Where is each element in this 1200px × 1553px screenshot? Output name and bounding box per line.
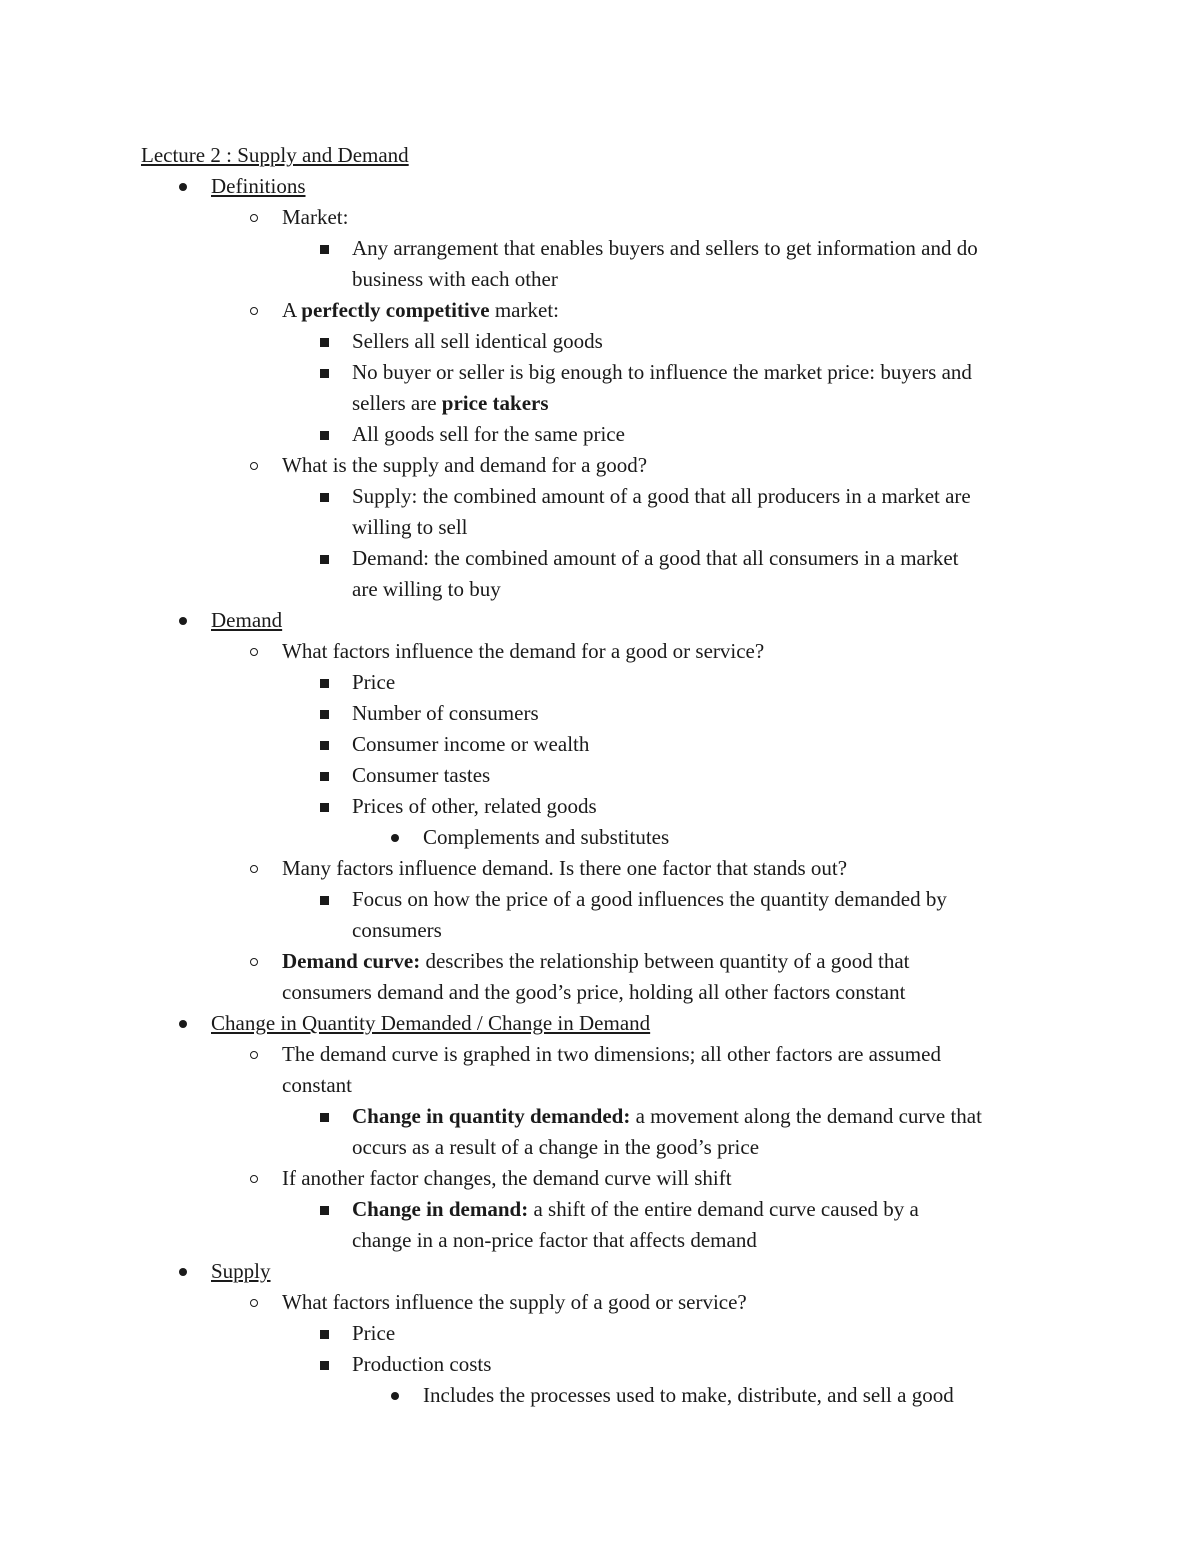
outline-line	[282, 977, 905, 1008]
line-text: Market:	[282, 205, 349, 229]
bullet-disc-icon	[391, 1392, 399, 1400]
bold-term: price takers	[441, 391, 549, 415]
line-text: A	[282, 298, 302, 322]
bullet-circle-icon	[250, 1175, 258, 1183]
outline-line	[352, 1194, 919, 1225]
bullet-square-icon	[320, 679, 329, 688]
line-text: Any arrangement that enables buyers and sellers to get information and do	[352, 236, 978, 260]
bullet-square-icon	[320, 896, 329, 905]
outline-line	[282, 946, 910, 977]
bullet-circle-icon	[250, 1051, 258, 1059]
bullet-disc-icon	[179, 1268, 187, 1276]
line-text: What factors influence the demand for a good or service?	[282, 639, 765, 663]
outline-line	[352, 512, 468, 543]
document-title: Lecture 2 : Supply and Demand	[141, 143, 409, 167]
bold-term: Change in quantity demanded:	[352, 1104, 631, 1128]
line-text: Demand: the combined amount of a good that all consumers in a market	[352, 546, 959, 570]
line-text: change in a non-price factor that affects demand	[352, 1228, 757, 1252]
bullet-circle-icon	[250, 1299, 258, 1307]
line-text: Price	[352, 1321, 396, 1345]
line-text: are willing to buy	[352, 577, 501, 601]
section-heading: Supply	[211, 1259, 271, 1283]
line-text: business with each other	[352, 267, 558, 291]
outline-line	[352, 233, 978, 264]
outline-line	[211, 605, 282, 636]
bold-term: Demand curve:	[282, 949, 421, 973]
line-text: Number of consumers	[352, 701, 539, 725]
bullet-square-icon	[320, 338, 329, 347]
outline-line	[282, 1039, 941, 1070]
line-text: The demand curve is graphed in two dimensions; all other factors are assumed	[282, 1042, 941, 1066]
bullet-square-icon	[320, 1361, 329, 1370]
bullet-disc-icon	[179, 1020, 187, 1028]
outline-line	[352, 1225, 757, 1256]
bullet-square-icon	[320, 245, 329, 254]
line-text: describes the relationship between quantity of a good that	[420, 949, 910, 973]
section-heading: Definitions	[211, 174, 306, 198]
bullet-circle-icon	[250, 214, 258, 222]
bullet-disc-icon	[391, 834, 399, 842]
line-text: a movement along the demand curve that	[630, 1104, 982, 1128]
line-text: consumers demand and the good’s price, holding all other factors constant	[282, 980, 906, 1004]
line-text: consumers	[352, 918, 442, 942]
section-heading: Change in Quantity Demanded / Change in Demand	[211, 1011, 651, 1035]
outline-line	[352, 481, 971, 512]
outline-line	[211, 1256, 271, 1287]
outline-line	[352, 543, 959, 574]
section-heading: Demand	[211, 608, 283, 632]
outline-line	[352, 574, 501, 605]
outline-line	[352, 915, 442, 946]
line-text: What is the supply and demand for a good?	[282, 453, 648, 477]
line-text: constant	[282, 1073, 352, 1097]
line-text: If another factor changes, the demand curve will shift	[282, 1166, 732, 1190]
outline-line	[352, 326, 603, 357]
outline-line	[282, 202, 348, 233]
outline-line	[282, 853, 847, 884]
outline-line	[282, 1163, 732, 1194]
outline-line	[352, 1318, 395, 1349]
line-text: Prices of other, related goods	[352, 794, 597, 818]
outline-line	[282, 295, 559, 326]
outline-line	[352, 1349, 491, 1380]
outline-line	[352, 357, 972, 388]
outline-line	[282, 1287, 747, 1318]
bullet-square-icon	[320, 1206, 329, 1215]
line-text: Consumer tastes	[352, 763, 491, 787]
outline-line	[352, 760, 490, 791]
line-text: a shift of the entire demand curve caused by a	[528, 1197, 919, 1221]
line-text: Sellers all sell identical goods	[352, 329, 603, 353]
bullet-square-icon	[320, 710, 329, 719]
outline-line	[352, 791, 597, 822]
line-text: What factors influence the supply of a good or service?	[282, 1290, 747, 1314]
outline-line	[352, 884, 947, 915]
bullet-disc-icon	[179, 617, 187, 625]
outline-line	[352, 729, 589, 760]
line-text: Production costs	[352, 1352, 492, 1376]
line-text: Price	[352, 670, 396, 694]
outline-line	[352, 1132, 759, 1163]
bullet-disc-icon	[179, 183, 187, 191]
outline-line	[352, 264, 558, 295]
bullet-square-icon	[320, 741, 329, 750]
bullet-square-icon	[320, 493, 329, 502]
bullet-square-icon	[320, 1113, 329, 1122]
outline-line	[352, 388, 549, 419]
bullet-square-icon	[320, 369, 329, 378]
line-text: Focus on how the price of a good influences the quantity demanded by	[352, 887, 947, 911]
outline-line	[282, 450, 647, 481]
bold-term: perfectly competitive	[301, 298, 490, 322]
outline-line	[352, 1101, 982, 1132]
bullet-square-icon	[320, 803, 329, 812]
bullet-circle-icon	[250, 462, 258, 470]
line-text: No buyer or seller is big enough to influence the market price: buyers and	[352, 360, 972, 384]
outline-line	[423, 822, 669, 853]
outline-line	[352, 419, 625, 450]
outline-line	[282, 636, 764, 667]
outline-line	[352, 698, 539, 729]
bold-term: Change in demand:	[352, 1197, 529, 1221]
outline-line	[352, 667, 395, 698]
outline-line	[211, 1008, 650, 1039]
outline-line	[211, 171, 306, 202]
outline-line	[282, 1070, 352, 1101]
bullet-square-icon	[320, 772, 329, 781]
bullet-square-icon	[320, 431, 329, 440]
bullet-circle-icon	[250, 865, 258, 873]
line-text: Many factors influence demand. Is there one factor that stands out?	[282, 856, 848, 880]
line-text: market:	[489, 298, 559, 322]
bullet-square-icon	[320, 555, 329, 564]
line-text: occurs as a result of a change in the good’s price	[352, 1135, 760, 1159]
line-text: Consumer income or wealth	[352, 732, 590, 756]
bullet-circle-icon	[250, 648, 258, 656]
line-text: Complements and substitutes	[423, 825, 670, 849]
line-text: sellers are	[352, 391, 442, 415]
line-text: willing to sell	[352, 515, 468, 539]
bullet-circle-icon	[250, 307, 258, 315]
line-text: Includes the processes used to make, distribute, and sell a good	[423, 1383, 954, 1407]
outline-line	[423, 1380, 954, 1411]
bullet-circle-icon	[250, 958, 258, 966]
line-text: Supply: the combined amount of a good that all producers in a market are	[352, 484, 971, 508]
bullet-square-icon	[320, 1330, 329, 1339]
line-text: All goods sell for the same price	[352, 422, 625, 446]
